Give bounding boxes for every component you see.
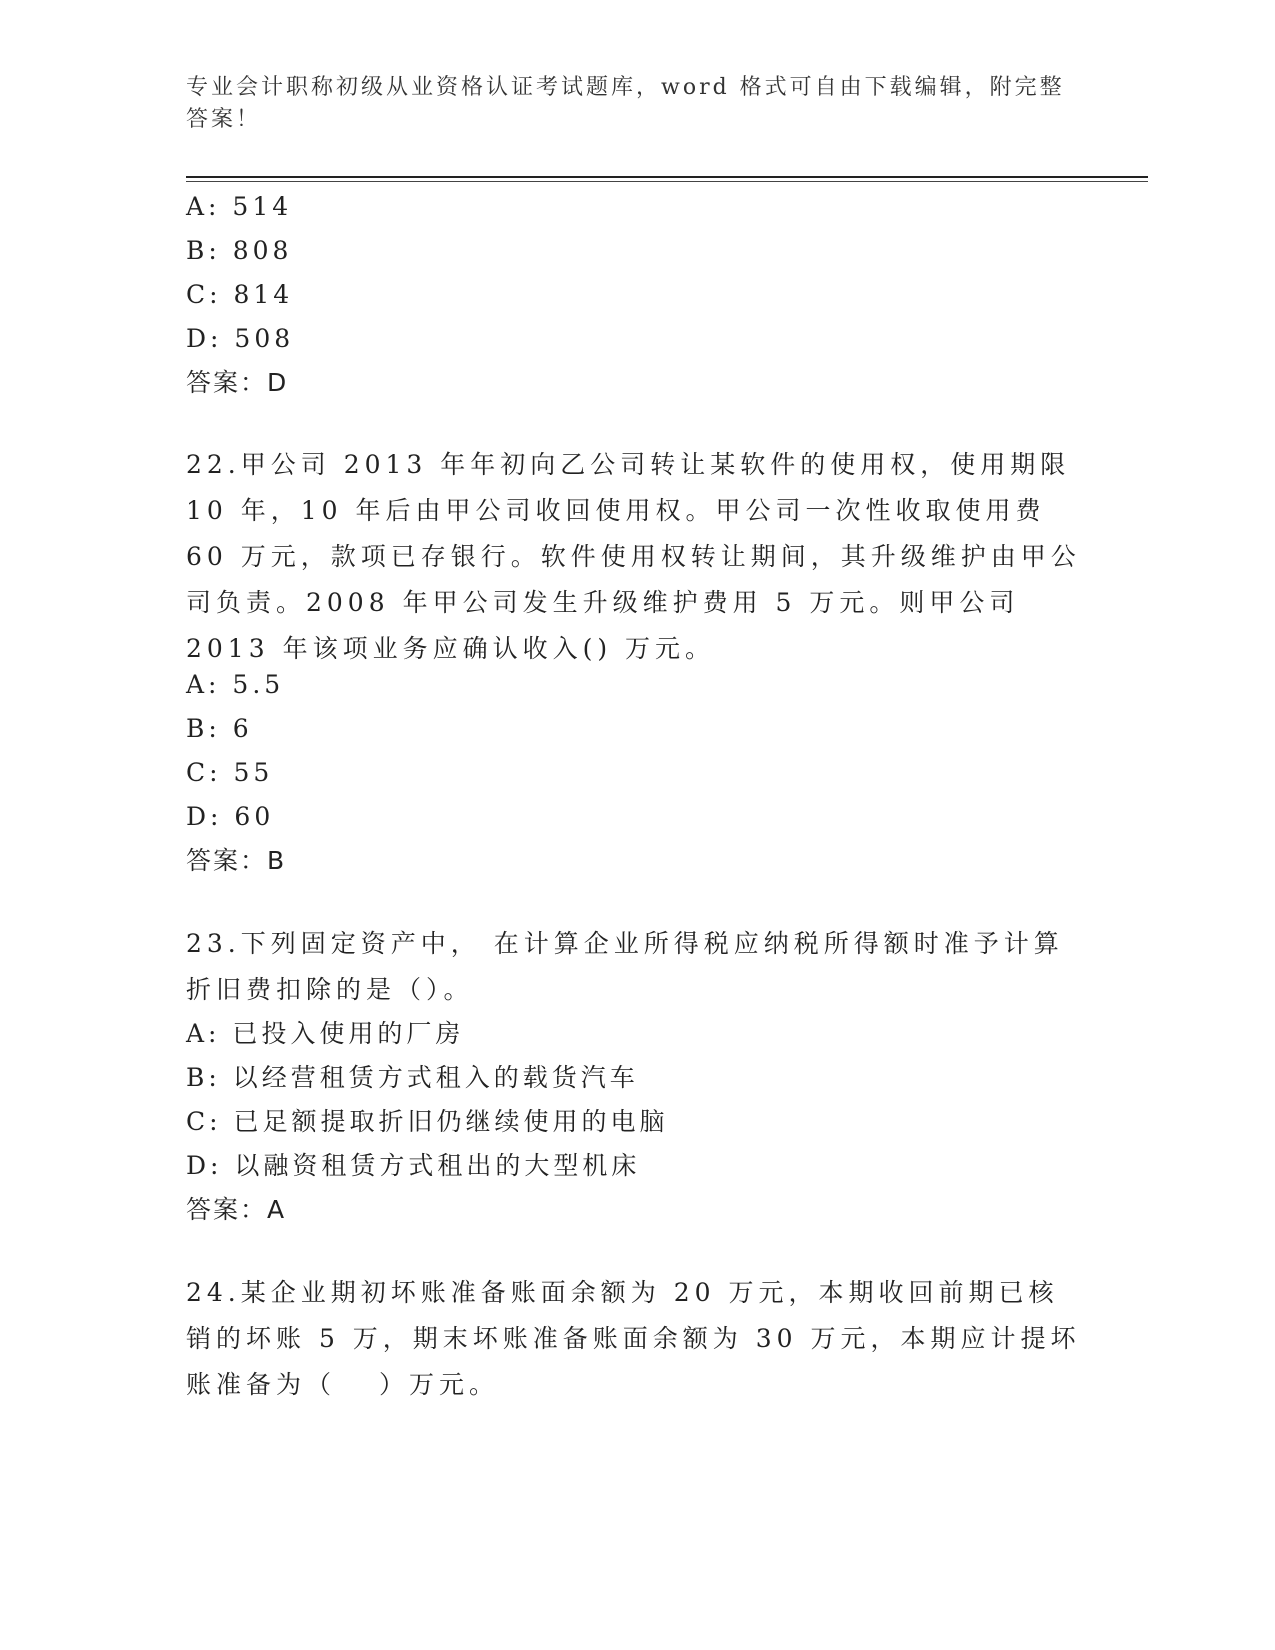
q21-option-a: A: 514: [186, 192, 293, 221]
page-header: 专业会计职称初级从业资格认证考试题库，word 格式可自由下载编辑，附完整答案！: [186, 75, 1065, 132]
q23-option-c: C: 已足额提取折旧仍继续使用的电脑: [186, 1107, 669, 1136]
q21-option-b: B: 808: [186, 236, 293, 265]
q22-option-d: D: 60: [186, 802, 275, 831]
q22-option-b: B: 6: [186, 714, 253, 743]
q22-answer: 答案：B: [186, 846, 287, 875]
q22-option-a: A: 5.5: [186, 670, 285, 699]
q21-option-c: C: 814: [186, 280, 294, 309]
q23-option-a: A: 已投入使用的厂房: [186, 1019, 465, 1048]
q22-option-c: C: 55: [186, 758, 274, 787]
q23-text: 23.下列固定资产中， 在计算企业所得税应纳税所得额时准予计算折旧费扣除的是（）。: [186, 929, 1064, 1004]
header-rule-thin: [186, 181, 1148, 182]
q23-option-b: B: 以经营租赁方式租入的载货汽车: [186, 1063, 639, 1092]
q21-answer: 答案：D: [186, 368, 289, 397]
q22-text: 22.甲公司 2013 年年初向乙公司转让某软件的使用权，使用期限 10 年，10 年后由甲公司收回使用权。甲公司一次性收取使用费 60 万元，款项已存银行。软件使用权转让期间，其升级维护由甲公司负责。2008 年甲公司发生升级维护费用 5 万元。则甲公司 2013 年该项业务应确认收入() 万元。: [186, 450, 1081, 663]
header-rule: [186, 176, 1148, 178]
q23-answer: 答案：A: [186, 1195, 287, 1224]
q23-option-d: D: 以融资租赁方式租出的大型机床: [186, 1151, 641, 1180]
q24-text: 24.某企业期初坏账准备账面余额为 20 万元，本期收回前期已核销的坏账 5 万，期末坏账准备账面余额为 30 万元，本期应计提坏账准备为（ ）万元。: [186, 1278, 1081, 1399]
q21-option-d: D: 508: [186, 324, 295, 353]
